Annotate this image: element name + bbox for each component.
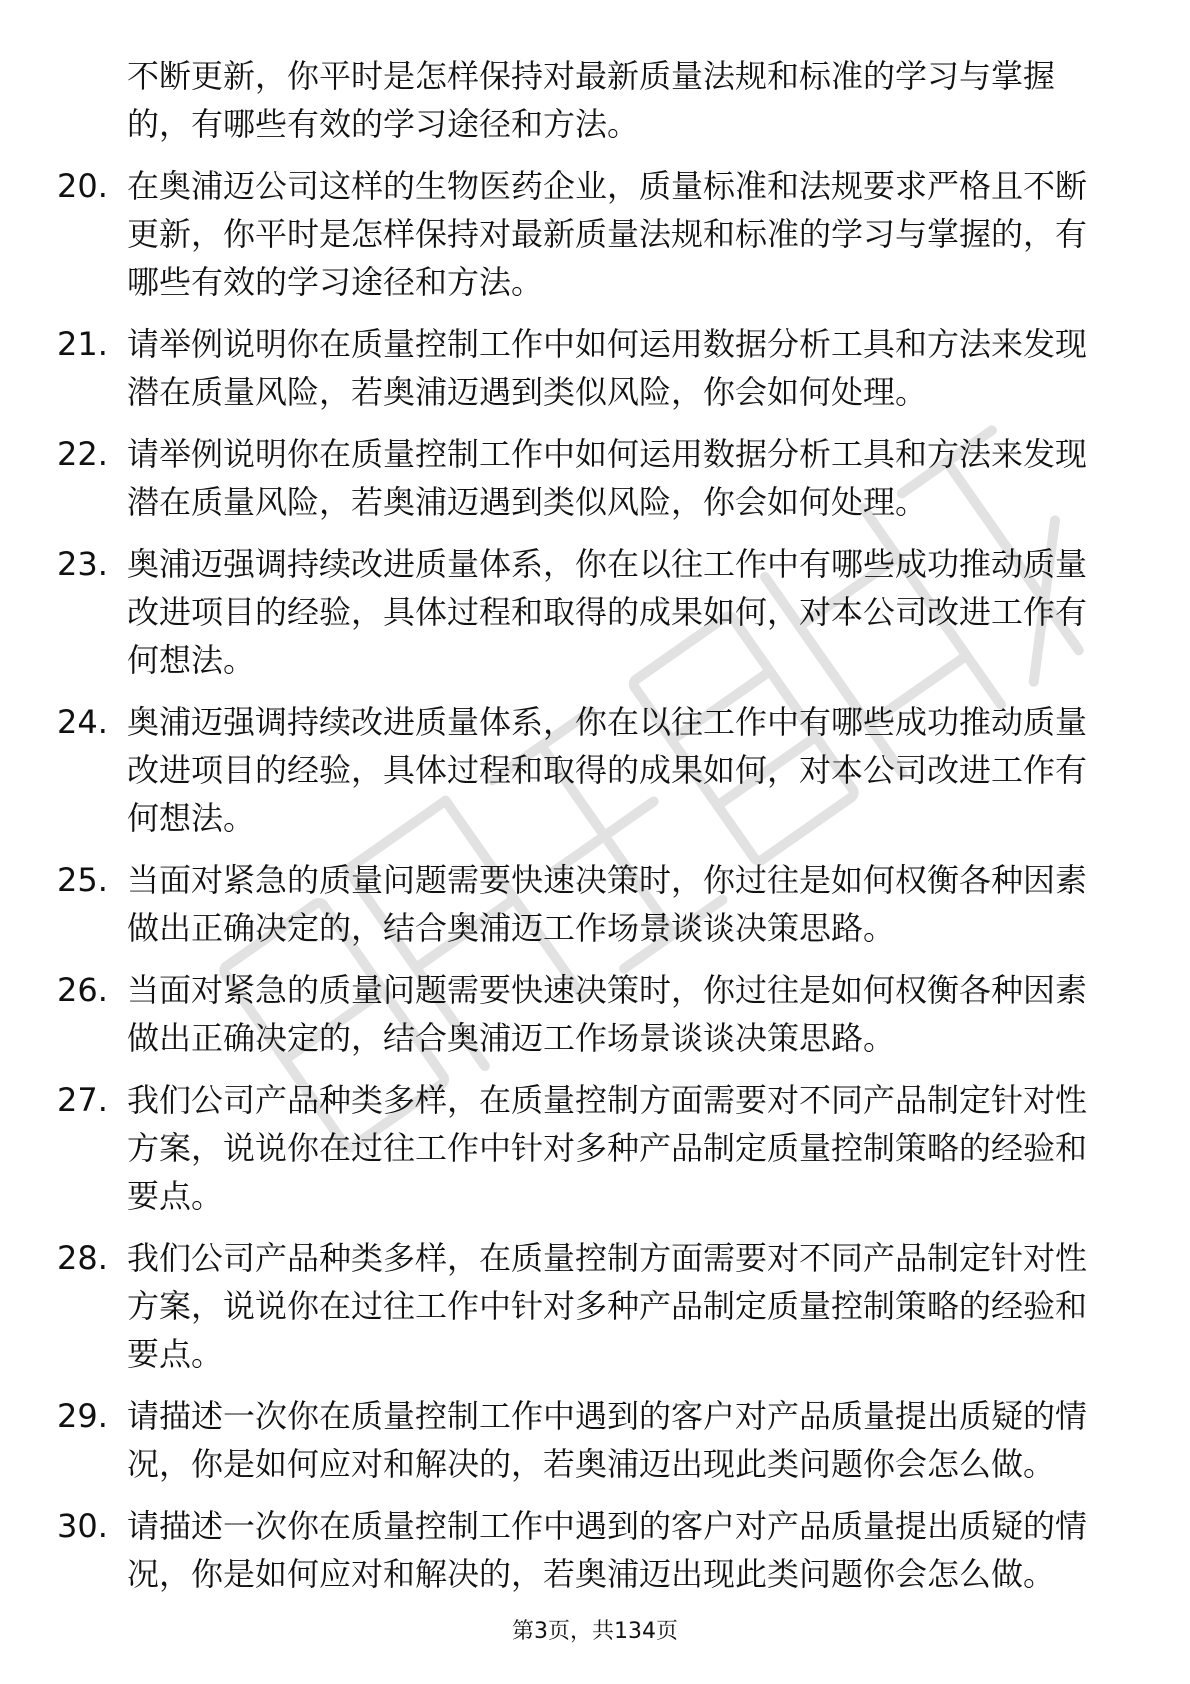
question-number: 23. (57, 545, 108, 583)
question-item-25 (57, 856, 1107, 952)
question-number: 29. (57, 1397, 108, 1435)
question-item-27 (57, 1076, 1107, 1220)
question-text: 奥浦迈强调持续改进质量体系，你在以往工作中有哪些成功推动质量改进项目的经验，具体过程和取得的成果如何，对本公司改进工作有何想法。 (127, 545, 1088, 679)
question-number: 21. (57, 325, 108, 363)
question-text: 我们公司产品种类多样，在质量控制方面需要对不同产品制定针对性方案，说说你在过往工作中针对多种产品制定质量控制策略的经验和要点。 (127, 1081, 1088, 1215)
continued-question-text: 不断更新，你平时是怎样保持对最新质量法规和标准的学习与掌握的，有哪些有效的学习途径和方法。 (127, 57, 1056, 143)
page-number-label: 第3页，共134页 (512, 1619, 678, 1644)
question-item-24 (57, 698, 1107, 842)
question-item-26 (57, 966, 1107, 1062)
question-number: 28. (57, 1239, 108, 1277)
question-text: 当面对紧急的质量问题需要快速决策时，你过往是如何权衡各种因素做出正确决定的，结合奥浦迈工作场景谈谈决策思路。 (127, 971, 1088, 1057)
question-text: 请举例说明你在质量控制工作中如何运用数据分析工具和方法来发现潜在质量风险，若奥浦迈遇到类似风险，你会如何处理。 (127, 435, 1088, 521)
question-item-21 (57, 320, 1107, 416)
question-item-30 (57, 1502, 1107, 1598)
question-number: 20. (57, 167, 108, 205)
question-number: 25. (57, 861, 108, 899)
question-number: 24. (57, 703, 108, 741)
question-item-28 (57, 1234, 1107, 1378)
question-text: 请描述一次你在质量控制工作中遇到的客户对产品质量提出质疑的情况，你是如何应对和解决的，若奥浦迈出现此类问题你会怎么做。 (127, 1507, 1088, 1593)
question-text: 在奥浦迈公司这样的生物医药企业，质量标准和法规要求严格且不断更新，你平时是怎样保持对最新质量法规和标准的学习与掌握的，有哪些有效的学习途径和方法。 (127, 167, 1088, 301)
question-text: 当面对紧急的质量问题需要快速决策时，你过往是如何权衡各种因素做出正确决定的，结合奥浦迈工作场景谈谈决策思路。 (127, 861, 1088, 947)
question-item-22 (57, 430, 1107, 526)
question-text: 我们公司产品种类多样，在质量控制方面需要对不同产品制定针对性方案，说说你在过往工作中针对多种产品制定质量控制策略的经验和要点。 (127, 1239, 1088, 1373)
question-text: 请描述一次你在质量控制工作中遇到的客户对产品质量提出质疑的情况，你是如何应对和解决的，若奥浦迈出现此类问题你会怎么做。 (127, 1397, 1088, 1483)
question-text: 奥浦迈强调持续改进质量体系，你在以往工作中有哪些成功推动质量改进项目的经验，具体过程和取得的成果如何，对本公司改进工作有何想法。 (127, 703, 1088, 837)
question-number: 30. (57, 1507, 108, 1545)
question-item-20 (57, 162, 1107, 306)
question-number: 26. (57, 971, 108, 1009)
question-number: 27. (57, 1081, 108, 1119)
question-number: 22. (57, 435, 108, 473)
question-item-23 (57, 540, 1107, 684)
page-footer (0, 1617, 1190, 1647)
question-item-29 (57, 1392, 1107, 1488)
question-list (57, 162, 1107, 1598)
question-text: 请举例说明你在质量控制工作中如何运用数据分析工具和方法来发现潜在质量风险，若奥浦迈遇到类似风险，你会如何处理。 (127, 325, 1088, 411)
document-content (57, 52, 1107, 1612)
